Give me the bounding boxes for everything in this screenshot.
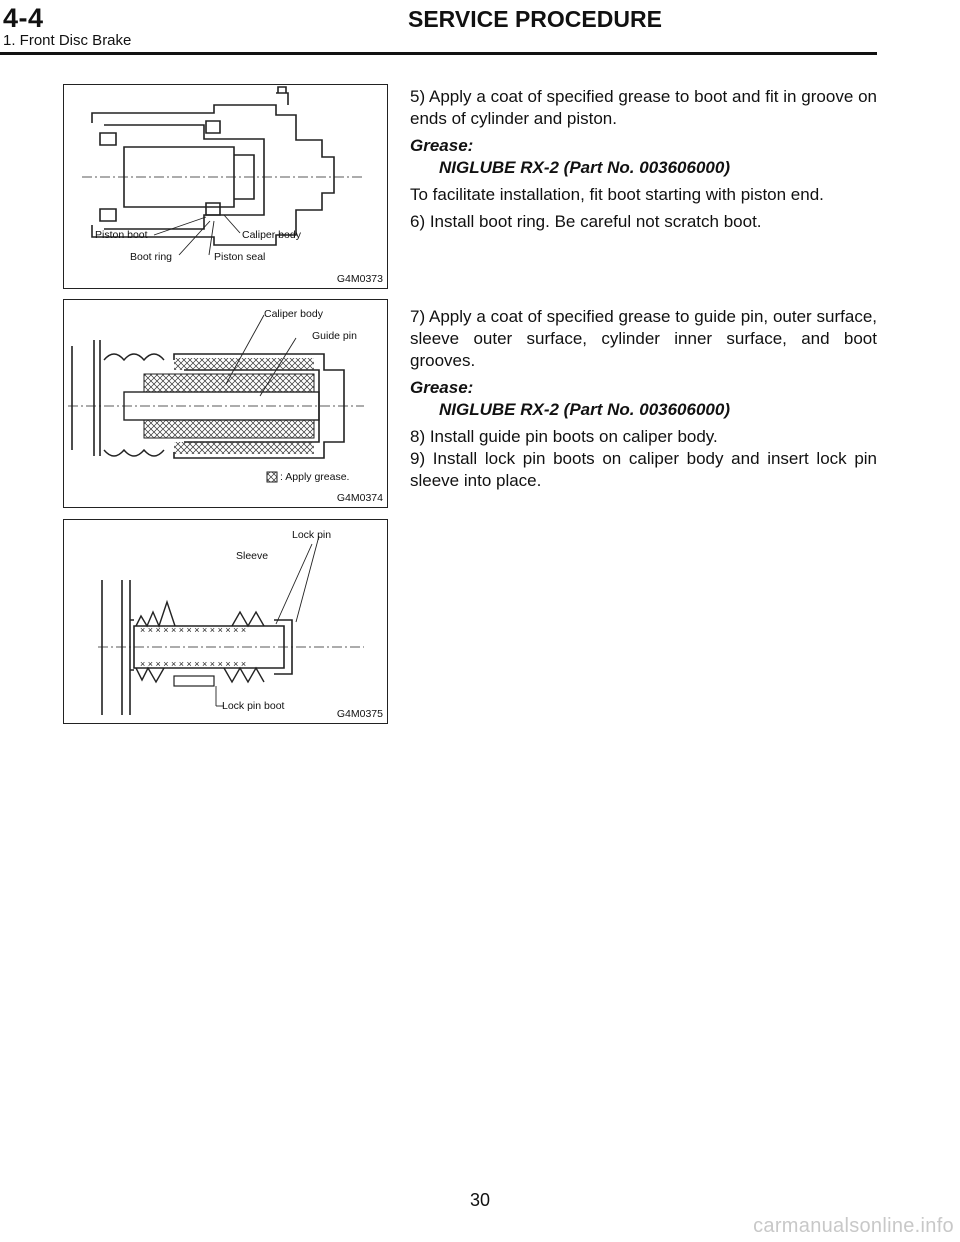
- lock-pin-diagram: [64, 520, 387, 723]
- svg-text:× × × × × × × × × × × × × ×: × × × × × × × × × × × × × ×: [140, 659, 247, 669]
- step-7: 7) Apply a coat of specified grease to guide pin, outer surface, sleeve outer surface, cylinder inner surface, and boot grooves.: [410, 307, 877, 370]
- label-piston-seal: Piston seal: [214, 251, 266, 263]
- procedure-block-2: [410, 306, 877, 497]
- grease-value: NIGLUBE RX-2 (Part No. 003606000): [439, 158, 730, 177]
- label-caliper-body: Caliper body: [242, 229, 301, 241]
- grease-value: NIGLUBE RX-2 (Part No. 003606000): [439, 400, 730, 419]
- section-code: 4-4: [3, 3, 44, 33]
- step-9: 9) Install lock pin boots on caliper body and insert lock pin sleeve into place.: [410, 449, 877, 490]
- figure-id: G4M0373: [336, 273, 383, 285]
- legend-apply-grease: : Apply grease.: [280, 471, 350, 483]
- step-5: 5) Apply a coat of specified grease to boot and fit in groove on ends of cylinder and piston.: [410, 87, 877, 128]
- label-caliper-body-2: Caliper body: [264, 308, 323, 320]
- svg-text:× × × × × × × × × × × × × ×: × × × × × × × × × × × × × ×: [140, 625, 247, 635]
- procedure-block-1: [410, 86, 877, 238]
- header-rule: [0, 52, 877, 55]
- grease-label: Grease:: [410, 136, 474, 155]
- grease-label: Grease:: [410, 378, 474, 397]
- label-lock-pin-boot: Lock pin boot: [222, 700, 285, 712]
- subsection-title: 1. Front Disc Brake: [3, 32, 132, 49]
- step-6: 6) Install boot ring. Be careful not scratch boot.: [410, 212, 762, 231]
- figure-piston-boot: [63, 84, 388, 289]
- figure-guide-pin: [63, 299, 388, 508]
- label-boot-ring: Boot ring: [130, 251, 173, 263]
- figure-id: G4M0375: [336, 708, 383, 720]
- label-lock-pin: Lock pin: [292, 529, 332, 541]
- label-guide-pin: Guide pin: [312, 330, 357, 342]
- installation-note: To facilitate installation, fit boot starting with piston end.: [410, 185, 824, 204]
- step-8: 8) Install guide pin boots on caliper body.: [410, 427, 718, 446]
- figure-id: G4M0374: [336, 492, 383, 504]
- page-number: 30: [469, 1190, 491, 1210]
- figure-lock-pin: [63, 519, 388, 724]
- label-piston-boot: Piston boot: [95, 229, 148, 241]
- page-title: SERVICE PROCEDURE: [408, 6, 662, 32]
- watermark: carmanualsonline.info: [753, 1215, 954, 1237]
- label-sleeve: Sleeve: [236, 550, 269, 562]
